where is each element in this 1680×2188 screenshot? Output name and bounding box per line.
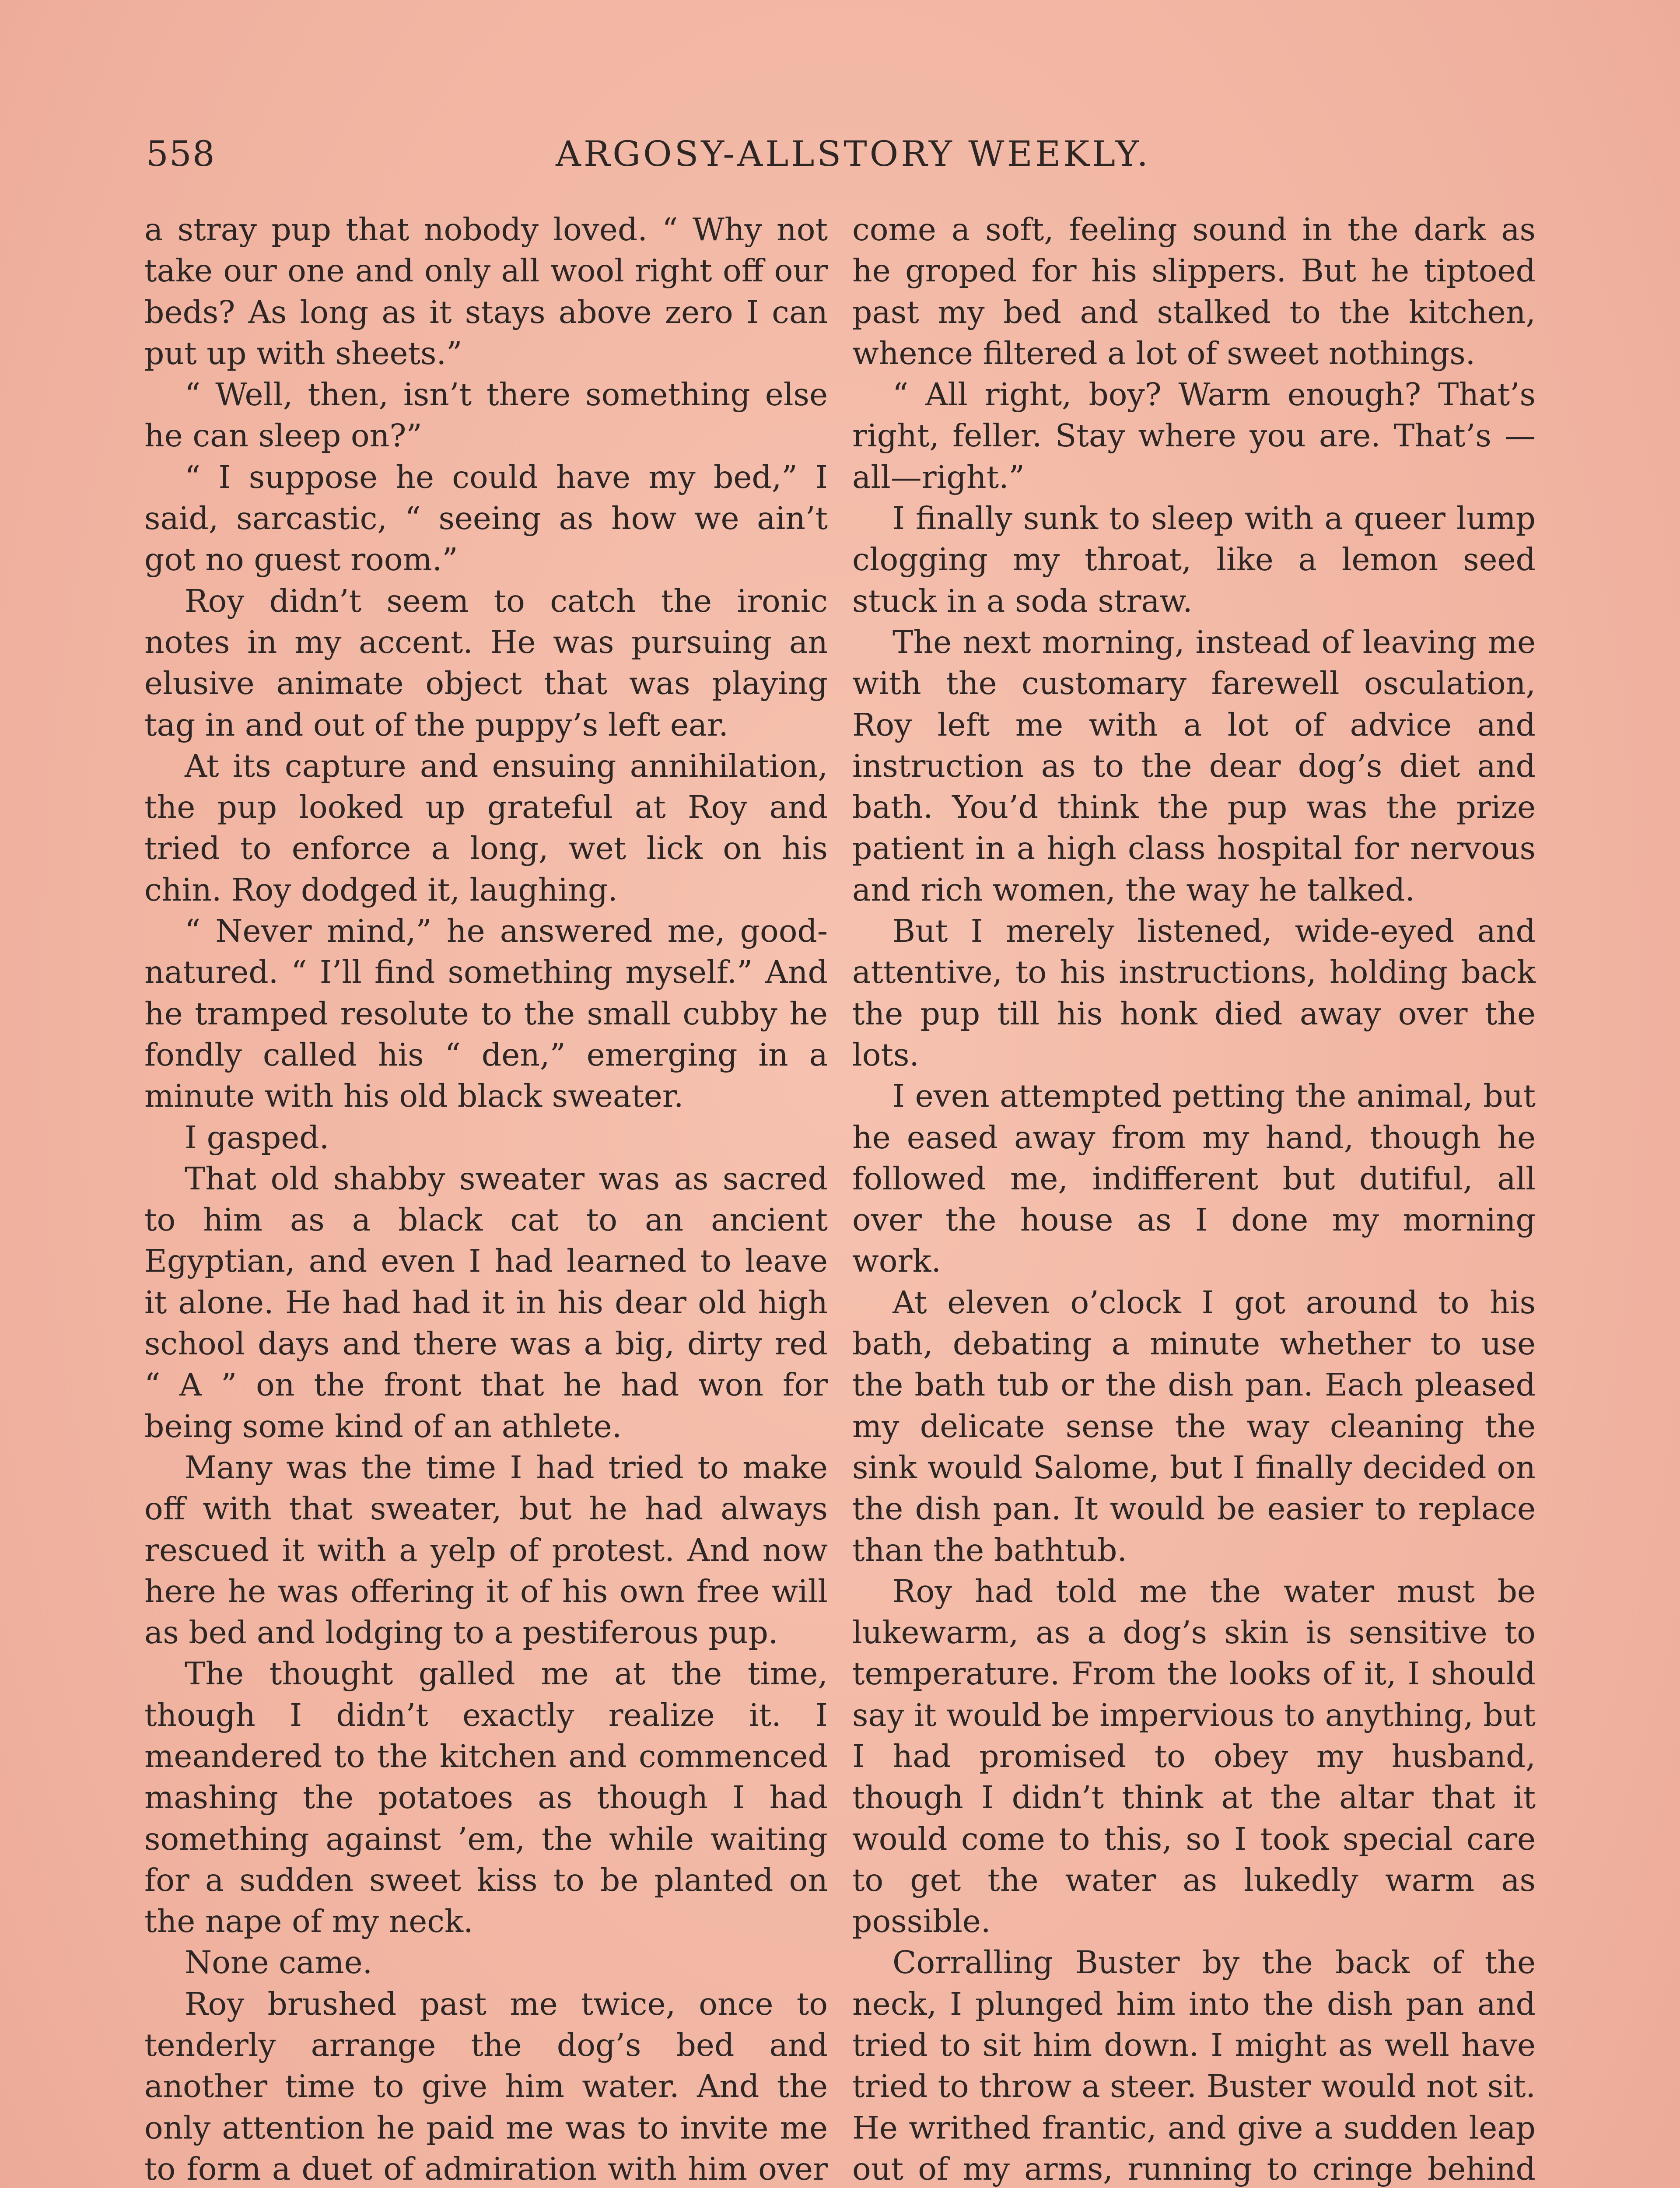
- paragraph: “ All right, boy? Warm enough? That’s right, feller. Stay where you are. That’s —all—right.”: [852, 376, 1536, 495]
- paragraph: None came.: [185, 1944, 373, 1981]
- paragraph: Roy brushed past me twice, once to tenderly arrange the dog’s bed and another time to give him water. And the only attention he paid me was to invite me to form a duet of admiration with him over: [144, 1985, 828, 2187]
- running-head: ARGOSY-ALLSTORY WEEKLY.: [556, 133, 1151, 174]
- paragraph: Many was the time I had tried to make off with that sweater, but he had always rescued it with a yelp of protest. And now here he was offering it of his own free will as bed and lodging to a pestiferous pup.: [144, 1449, 828, 1651]
- paragraph: At eleven o’clock I got around to his bath, debating a minute whether to use the bath tub or the dish pan. Each pleased my delicate sense the way cleaning the sink would Salome, but I finally decided on the dish pan. It would be easier to replace than the bathtub.: [852, 1284, 1536, 1568]
- paragraph: The next morning, instead of leaving me with the customary farewell osculation, Roy left me with a lot of advice and instruction as to the dear dog’s diet and bath. You’d think the pup was the prize patient in a high class hospital for nervous and rich women, the way he talked.: [852, 624, 1536, 908]
- paragraph: I gasped.: [185, 1119, 329, 1156]
- page-number: 558: [146, 133, 216, 174]
- right-column: [852, 209, 1536, 2188]
- paragraph: “ Never mind,” he answered me, good-natured. “ I’ll find something myself.” And he tramped resolute to the small cubby he fondly called his “ den,” emerging in a minute with his old black sweater.: [144, 913, 828, 1115]
- paragraph: The thought galled me at the time, though I didn’t exactly realize it. I meandered to the kitchen and commenced mashing the potatoes as though I had something against ’em, the while waiting for a sudden sweet kiss to be planted on the nape of my neck.: [144, 1655, 828, 1940]
- left-column: [144, 209, 828, 2188]
- paragraph: At its capture and ensuing annihilation, the pup looked up grateful at Roy and tried to enforce a long, wet lick on his chin. Roy dodged it, laughing.: [144, 747, 828, 908]
- paragraph: I finally sunk to sleep with a queer lump clogging my throat, like a lemon seed stuck in a soda straw.: [852, 500, 1536, 619]
- paragraph: Roy had told me the water must be lukewarm, as a dog’s skin is sensitive to temperature. From the looks of it, I should say it would be impervious to anything, but I had promised to obey my husband, though I didn’t think at the altar that it would come to this, so I took special care to get the water as lukedly warm as possible.: [852, 1573, 1536, 1940]
- paragraph: “ I suppose he could have my bed,” I said, sarcastic, “ seeing as how we ain’t got no guest room.”: [144, 459, 828, 578]
- paragraph: a stray pup that nobody loved. “ Why not take our one and only all wool right off our beds? As long as it stays above zero I can put up with sheets.”: [144, 211, 828, 372]
- paragraph: But I merely listened, wide-eyed and attentive, to his instructions, holding back the pup till his honk died away over the lots.: [852, 913, 1536, 1073]
- page-header: [140, 133, 1566, 186]
- paragraph: Roy didn’t seem to catch the ironic notes in my accent. He was pursuing an elusive animate object that was playing tag in and out of the puppy’s left ear.: [144, 582, 828, 743]
- paragraph: “ Well, then, isn’t there something else he can sleep on?”: [144, 376, 828, 454]
- paragraph: come a soft, feeling sound in the dark as he groped for his slippers. But he tiptoed past my bed and stalked to the kitchen, whence filtered a lot of sweet nothings.: [852, 211, 1536, 372]
- paragraph: Corralling Buster by the back of the neck, I plunged him into the dish pan and tried to sit him down. I might as well have tried to throw a steer. Buster would not sit. He writhed frantic, and give a sudden leap out of my arms, running to cringe behind: [852, 1944, 1536, 2187]
- paragraph: I even attempted petting the animal, but he eased away from my hand, though he followed me, indifferent but dutiful, all over the house as I done my morning work.: [852, 1078, 1536, 1280]
- paragraph: That old shabby sweater was as sacred to him as a black cat to an ancient Egyptian, and even I had learned to leave it alone. He had had it in his dear old high school days and there was a big, dirty red “ A ” on the front that he had won for being some kind of an athlete.: [144, 1160, 828, 1445]
